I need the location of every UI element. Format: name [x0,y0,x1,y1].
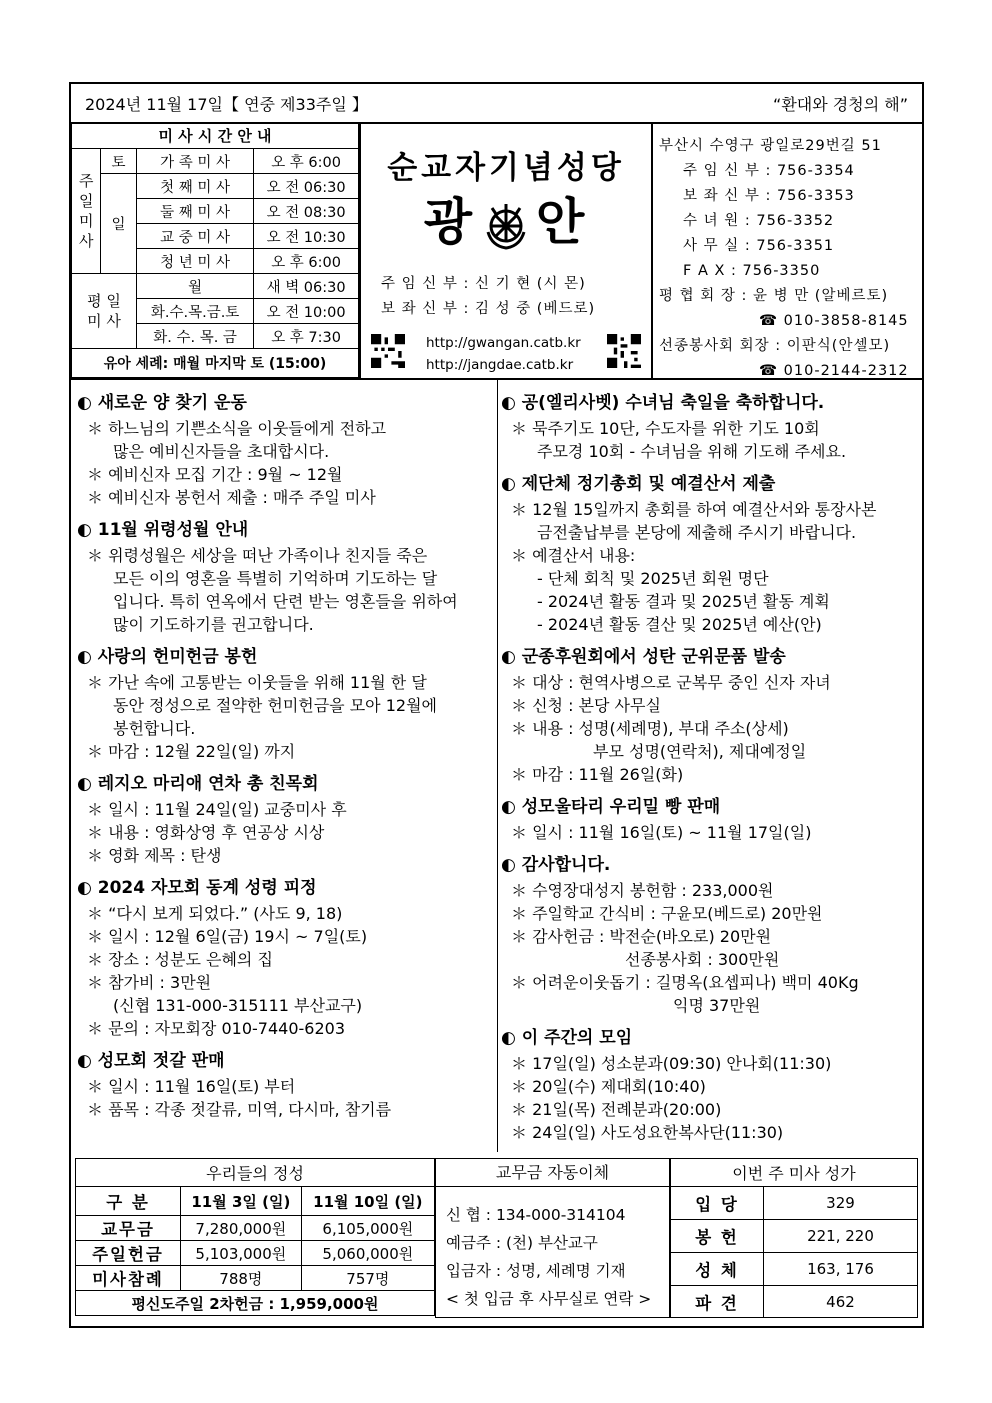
bottom-tables [75,1158,920,1320]
announcement-line: - 2024년 활동 결과 및 2025년 활동 계획 [537,592,830,611]
hymn-label: 파 견 [671,1286,764,1318]
mass-time: 오 전 10:00 [254,299,359,324]
sunday-label: 일 [101,174,137,274]
section-heading: ◐ 2024 자모회 동계 성령 피정 [77,878,317,898]
top-bar [71,84,922,124]
section-heading: ◐ 사랑의 헌미헌금 봉헌 [77,647,258,667]
section-heading: ◐ 공(엘리사벳) 수녀님 축일을 축하합니다. [501,393,825,413]
hymn-label: 봉 헌 [671,1220,764,1253]
left-announcements [77,392,495,1121]
section-heading: ◐ 새로운 양 찾기 운동 [77,393,247,413]
cell: 5,060,000원 [301,1241,434,1266]
bulletin-page [69,82,924,1328]
hymn-number: 462 [764,1286,918,1318]
contact-line: 주 임 신 부 : 756-3354 [683,163,855,179]
mass-time: 오 전 10:30 [254,224,359,249]
weekday-mass-label: 평 일 미 사 [72,274,137,349]
saturday-label: 토 [101,149,137,174]
urls [426,332,581,376]
announcement-line: ＊ 대상 : 현역사병으로 군복무 중인 신자 자녀 [511,673,831,692]
announcement-line: ＊ 예결산서 내용: [511,546,636,565]
announcement-line: ＊ 장소 : 성분도 은혜의 집 [87,950,273,969]
cell: 6,105,000원 [301,1216,434,1241]
announcement-line: ＊ 일시 : 11월 16일(토) ~ 11월 17일(일) [511,823,812,842]
announcement-line: ＊ 신청 : 본당 사무실 [511,696,661,715]
announcement-line: 많이 기도하기를 권고합니다. [113,615,314,634]
section-heading: ◐ 이 주간의 모임 [501,1028,633,1048]
announcement-line: ＊ 가난 속에 고통받는 이웃들을 위해 11월 한 달 [87,673,427,692]
announcement-line: ＊ 마감 : 11월 26일(화) [511,765,684,784]
announcement-line: 모든 이의 영혼을 특별히 기억하며 기도하는 달 [113,569,438,588]
announcement-line: ＊ 감사헌금 : 박전순(바오로) 20만원 [511,927,772,946]
cell: 7,280,000원 [181,1216,302,1241]
announcement-line: ＊ 수영장대성지 봉헌함 : 233,000원 [511,881,774,900]
announcement-line: ＊ 예비신자 모집 기간 : 9월 ~ 12월 [87,465,343,484]
mass-name: 월 [137,274,254,299]
row-label: 교무금 [76,1216,181,1241]
divider [651,122,653,380]
announcement-line: 금전출납부를 본당에 제출해 주시기 바랍니다. [537,523,857,542]
contact-line: 사 무 실 : 756-3351 [683,238,835,254]
column-divider [497,380,498,1152]
hymn-title: 이번 주 미사 성가 [671,1159,918,1187]
mass-name: 화.수.목.금.토 [137,299,254,324]
announcement-line: ＊ “다시 보게 되었다.” (사도 9, 18) [87,904,343,923]
transfer-line: 입금자 : 성명, 세례명 기재 [446,1262,626,1280]
announcement-line: - 단체 회칙 및 2025년 회원 명단 [537,569,769,588]
col-header: 구 분 [76,1187,181,1216]
announcement-line: ＊ 참가비 : 3만원 [87,973,212,992]
qr-code-icon[interactable] [607,334,641,368]
announcement-line: ＊ 하느님의 기쁜소식을 이웃들에게 전하고 [87,419,387,438]
row-label: 주일헌금 [76,1241,181,1266]
col-header: 11월 3일 (일) [181,1187,302,1216]
section-heading: ◐ 레지오 마리애 연차 총 친목회 [77,774,319,794]
mass-time: 오 전 08:30 [254,199,359,224]
contact-phone: ☎ 010-2144-2312 [759,363,909,379]
offering-title: 우리들의 정성 [76,1159,435,1187]
announcement-line: ＊ 일시 : 12월 6일(금) 19시 ~ 7일(토) [87,927,368,946]
year-motto: “환대와 경청의 해” [773,95,908,114]
transfer-line: 신 협 : 134-000-314104 [446,1206,626,1224]
address: 부산시 수영구 광일로29번길 51 [659,138,882,154]
contact-line: 선종봉사회 회장 : 이판식(안셀모) [659,338,891,354]
announcement-line: 입니다. 특히 연옥에서 단련 받는 영혼들을 위하여 [113,592,458,611]
announcement-line: ＊ 20일(수) 제대회(10:40) [511,1077,706,1096]
row-label: 미사참례 [76,1266,181,1291]
announcement-line: 주모경 10회 - 수녀님을 위해 기도해 주세요. [537,442,847,461]
announcement-line: 선종봉사회 : 300만원 [625,950,780,969]
announcement-line: ＊ 문의 : 자모회장 010-7440-6203 [87,1019,345,1038]
parish-title [361,182,651,254]
transfer-line: < 첫 입금 후 사무실로 연락 > [446,1290,652,1308]
contact-line: 평 협 회 장 : 윤 병 만 (알베르토) [659,288,889,304]
infant-baptism-note: 유아 세례: 매월 마지막 토 (15:00) [72,349,359,378]
mass-time: 오 후 6:00 [254,249,359,274]
section-heading: ◐ 감사합니다. [501,855,611,875]
announcement-line: ＊ 21일(목) 전례분과(20:00) [511,1100,722,1119]
announcement-line: ＊ 품목 : 각종 젓갈류, 미역, 다시마, 참기름 [87,1100,392,1119]
announcement-line: ＊ 마감 : 12월 22일(일) 까지 [87,742,296,761]
hymn-table [670,1158,918,1318]
cell: 757명 [301,1266,434,1291]
announcement-line: ＊ 위령성월은 세상을 떠난 가족이나 친지들 죽은 [87,546,428,565]
contact-line: 수 녀 원 : 756-3352 [683,213,835,229]
contact-phone: ☎ 010-3858-8145 [759,313,909,329]
announcement-line: (신협 131-000-315111 부산교구) [113,996,363,1015]
transfer-title: 교무금 자동이체 [436,1159,669,1187]
announcement-line: ＊ 일시 : 11월 24일(일) 교중미사 후 [87,800,347,819]
hymn-number: 163, 176 [764,1253,918,1286]
announcement-line: 봉헌합니다. [113,719,196,738]
mass-schedule-title: 미 사 시 간 안 내 [72,123,359,149]
hymn-number: 221, 220 [764,1220,918,1253]
announcement-line: 익명 37만원 [673,996,761,1015]
sunday-mass-label: 주 일 미 사 [72,149,101,274]
qr-code-icon[interactable] [371,334,405,368]
section-heading: ◐ 제단체 정기총회 및 예결산서 제출 [501,474,776,494]
announcement-line: - 2024년 활동 결산 및 2025년 예산(안) [537,615,822,634]
section-heading: ◐ 11월 위령성월 안내 [77,520,249,540]
pastor: 주 임 신 부 : 신 기 현 (시 몬) [381,276,586,292]
mass-name: 청 년 미 사 [137,249,254,274]
mass-time: 오 후 7:30 [254,324,359,349]
contact-line: 보 좌 신 부 : 756-3353 [683,188,855,204]
contact-info [659,134,909,384]
parish-title-part: 광 [423,193,476,251]
announcement-line: ＊ 일시 : 11월 16일(토) 부터 [87,1077,296,1096]
col-header: 11월 10일 (일) [301,1187,434,1216]
hymn-label: 성 체 [671,1253,764,1286]
section-heading: ◐ 성모울타리 우리밀 빵 판매 [501,797,721,817]
offering-table [75,1158,435,1316]
section-heading: ◐ 성모회 젓갈 판매 [77,1051,225,1071]
hymn-label: 입 당 [671,1187,764,1220]
mass-name: 가 족 미 사 [137,149,254,174]
announcement-line: ＊ 24일(일) 사도성요한복사단(11:30) [511,1123,784,1142]
announcement-line: ＊ 영화 제목 : 탄생 [87,846,222,865]
announcement-line: 부모 성명(연락처), 제대예정일 [593,742,807,761]
mass-time: 오 후 6:00 [254,149,359,174]
cell: 5,103,000원 [181,1241,302,1266]
announcement-line: ＊ 예비신자 봉헌서 제출 : 매주 주일 미사 [87,488,376,507]
hymn-number: 329 [764,1187,918,1220]
parish-url-link[interactable]: http://jangdae.catb.kr [426,357,574,373]
announcement-line: 동안 정성으로 절약한 헌미헌금을 모아 12월에 [113,696,437,715]
mass-time: 오 전 06:30 [254,174,359,199]
parish-url-link[interactable]: http://gwangan.catb.kr [426,335,581,351]
offering-footer: 평신도주일 2차헌금 : 1,959,000원 [76,1291,435,1316]
cell: 788명 [181,1266,302,1291]
assistant-priest: 보 좌 신 부 : 김 성 중 (베드로) [381,301,596,317]
announcement-line: ＊ 주일학교 간식비 : 구윤모(베드로) 20만원 [511,904,823,923]
date-heading: 2024년 11월 17일【 연중 제33주일 】 [85,95,368,114]
parish-title-part: 안 [536,193,589,251]
announcement-line: ＊ 17일(일) 성소분과(09:30) 안나회(11:30) [511,1054,832,1073]
parish-emblem-icon [482,202,530,250]
announcement-line: ＊ 어려운이웃돕기 : 길명옥(요셉피나) 백미 40Kg [511,973,859,992]
parish-subtitle: 순교자기념성당 [387,150,625,186]
priests-list [381,272,595,322]
mass-name: 첫 째 미 사 [137,174,254,199]
mass-time: 새 벽 06:30 [254,274,359,299]
announcement-line: ＊ 내용 : 성명(세례명), 부대 주소(상세) [511,719,789,738]
mass-name: 화. 수. 목. 금 [137,324,254,349]
announcement-line: ＊ 12월 15일까지 총회를 하여 예결산서와 통장사본 [511,500,877,519]
contact-line: F A X : 756-3350 [683,263,821,279]
transfer-box [435,1158,670,1318]
transfer-line: 예금주 : (천) 부산교구 [446,1234,598,1252]
announcement-line: ＊ 내용 : 영화상영 후 연공상 시상 [87,823,325,842]
announcement-line: ＊ 묵주기도 10단, 수도자를 위한 기도 10회 [511,419,820,438]
mass-schedule-table [71,122,359,378]
section-heading: ◐ 군종후원회에서 성탄 군위문품 발송 [501,647,786,667]
right-announcements [501,392,921,1144]
announcement-line: 많은 예비신자들을 초대합시다. [113,442,330,461]
mass-name: 교 중 미 사 [137,224,254,249]
mass-name: 둘 째 미 사 [137,199,254,224]
